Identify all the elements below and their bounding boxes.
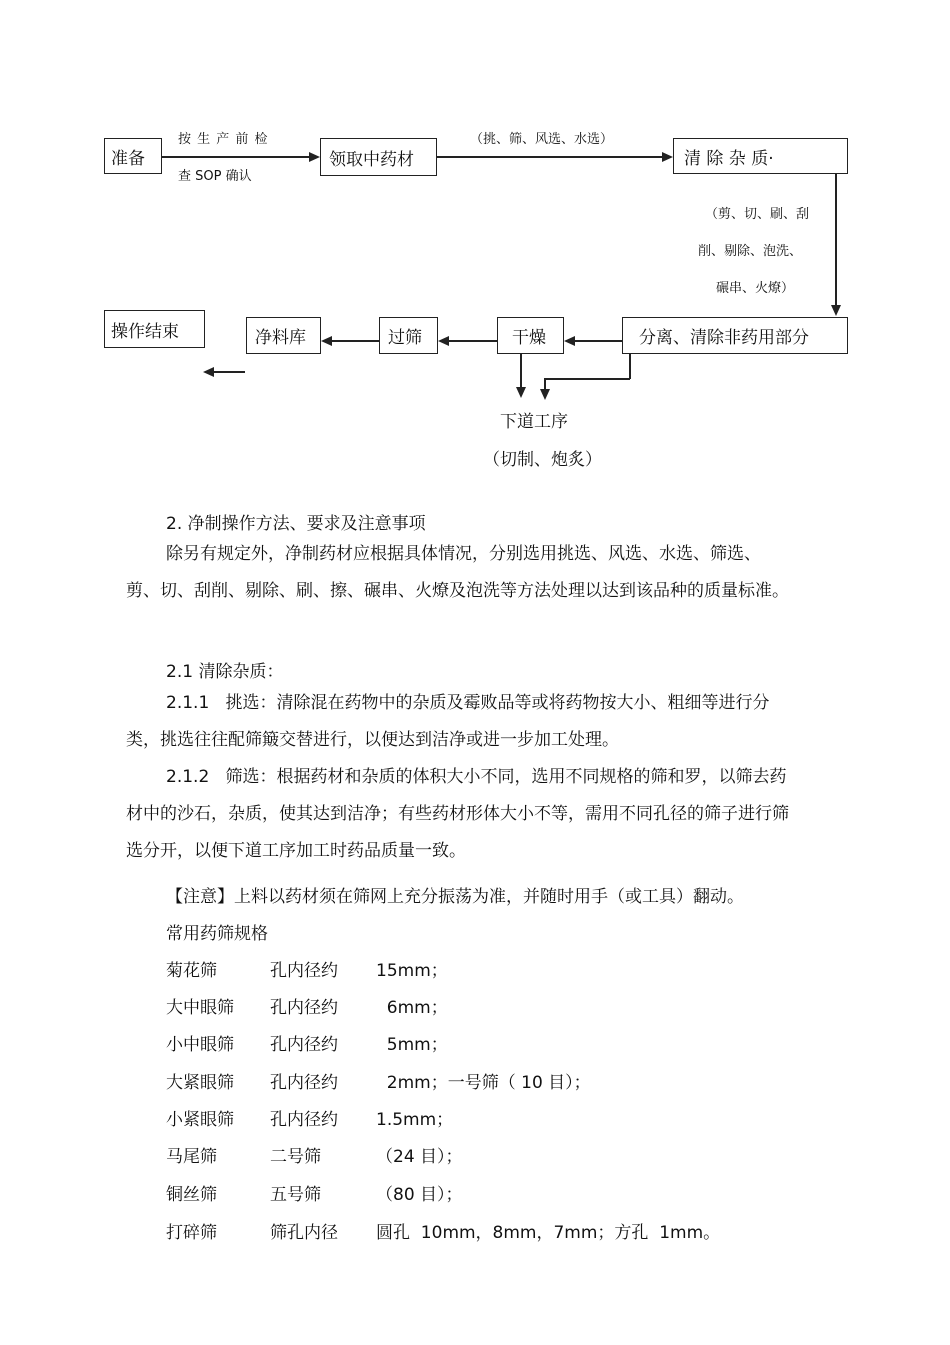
spec-desc: 孔内径约 [270, 1035, 338, 1055]
subsection-heading: 2.1 清除杂质： [166, 662, 284, 682]
item-211-paragraph: 2.1.1 挑选：清除混在药物中的杂质及霉败品等或将药物按大小、粗细等进行分类，挑选往往配筛簸交替进行，以便达到洁净或进一步加工处理。 [126, 693, 770, 750]
arrow-prepare-receive-head [309, 152, 320, 162]
label-check-bottom: 查 SOP 确认 [178, 169, 252, 184]
intro-paragraph: 除另有规定外，净制药材应根据具体情况，分别选用挑选、风选、水选、筛选、剪、切、刮削、剔除、刷、擦、碾串、火燎及泡洗等方法处理以达到该品种的质量标准。 [126, 544, 789, 601]
arrow-separate-next-head [540, 389, 550, 400]
connector-separate-horizontal [544, 378, 630, 380]
label-check-top: 按 生 产 前 检 [178, 132, 269, 147]
spec-desc: 筛孔内径 [270, 1223, 338, 1243]
spec-desc: 孔内径约 [270, 1073, 338, 1093]
label-methods-side-3: 碾串、火燎） [716, 281, 795, 296]
arrow-clean-separate-head [831, 305, 841, 316]
box-receive: 领取中药材 [320, 138, 437, 176]
spec-value: 2mm；一号筛（ 10 目）； [376, 1073, 591, 1093]
spec-value: 15mm； [376, 961, 448, 981]
arrow-clean-separate-line [835, 174, 837, 306]
arrow-prepare-receive-line [162, 156, 309, 158]
arrow-dry-sieve-head [438, 336, 449, 346]
arrow-end-head [203, 367, 214, 377]
box-end: 操作结束 [104, 310, 205, 348]
arrow-dry-next-line [520, 354, 522, 388]
spec-value: （80 目）； [376, 1185, 463, 1205]
spec-name: 大中眼筛 [166, 998, 234, 1018]
spec-desc: 孔内径约 [270, 961, 338, 981]
spec-value: 1.5mm； [376, 1110, 454, 1130]
spec-desc: 孔内径约 [270, 998, 338, 1018]
spec-value: （24 目）； [376, 1147, 463, 1167]
spec-desc: 孔内径约 [270, 1110, 338, 1130]
spec-name: 小紧眼筛 [166, 1110, 234, 1130]
arrow-separate-dry-head [564, 336, 575, 346]
box-prepare: 准备 [104, 138, 162, 174]
spec-name: 马尾筛 [166, 1147, 217, 1167]
arrow-sieve-store-line [332, 340, 379, 342]
box-store: 净料库 [246, 317, 321, 354]
label-next-step: 下道工序 [500, 412, 568, 432]
label-methods-side-1: （剪、切、刷、刮 [705, 207, 810, 222]
spec-desc: 二号筛 [270, 1147, 321, 1167]
spec-name: 小中眼筛 [166, 1035, 234, 1055]
box-clean: 清 除 杂 质· [673, 138, 848, 174]
spec-value: 5mm； [376, 1035, 448, 1055]
arrow-end-line [214, 371, 245, 373]
connector-separate-vertical [629, 354, 631, 379]
arrow-receive-clean-line [437, 156, 663, 158]
arrow-receive-clean-head [662, 152, 673, 162]
label-methods-side-2: 削、剔除、泡洗、 [698, 244, 803, 259]
arrow-dry-sieve-line [449, 340, 497, 342]
item-212-paragraph: 2.1.2 筛选：根据药材和杂质的体积大小不同，选用不同规格的筛和罗，以筛去药材中的沙石，杂质，使其达到洁净；有些药材形体大小不等，需用不同孔径的筛子进行筛选分开，以便下道工序加工时药品质量一致。 [126, 767, 789, 861]
spec-name: 菊花筛 [166, 961, 217, 981]
note-paragraph: 【注意】上料以药材须在筛网上充分振荡为准，并随时用手（或工具）翻动。 [166, 887, 744, 907]
spec-name: 铜丝筛 [166, 1185, 217, 1205]
spec-value: 6mm； [376, 998, 448, 1018]
arrow-dry-next-head [516, 387, 526, 398]
arrow-separate-dry-line [575, 340, 622, 342]
spec-title: 常用药筛规格 [166, 924, 268, 944]
spec-value: 圆孔 10mm，8mm，7mm；方孔 1mm。 [376, 1223, 721, 1243]
label-next-step-detail: （切制、炮炙） [483, 450, 602, 470]
spec-name: 大紧眼筛 [166, 1073, 234, 1093]
arrow-sieve-store-head [321, 336, 332, 346]
spec-desc: 五号筛 [270, 1185, 321, 1205]
section-heading: 2. 净制操作方法、要求及注意事项 [166, 514, 426, 534]
box-sieve: 过筛 [379, 317, 438, 354]
box-separate: 分离、清除非药用部分 [622, 317, 848, 354]
box-dry: 干燥 [497, 317, 564, 354]
spec-name: 打碎筛 [166, 1223, 217, 1243]
label-methods-top: （挑、筛、风选、水选） [470, 132, 614, 147]
